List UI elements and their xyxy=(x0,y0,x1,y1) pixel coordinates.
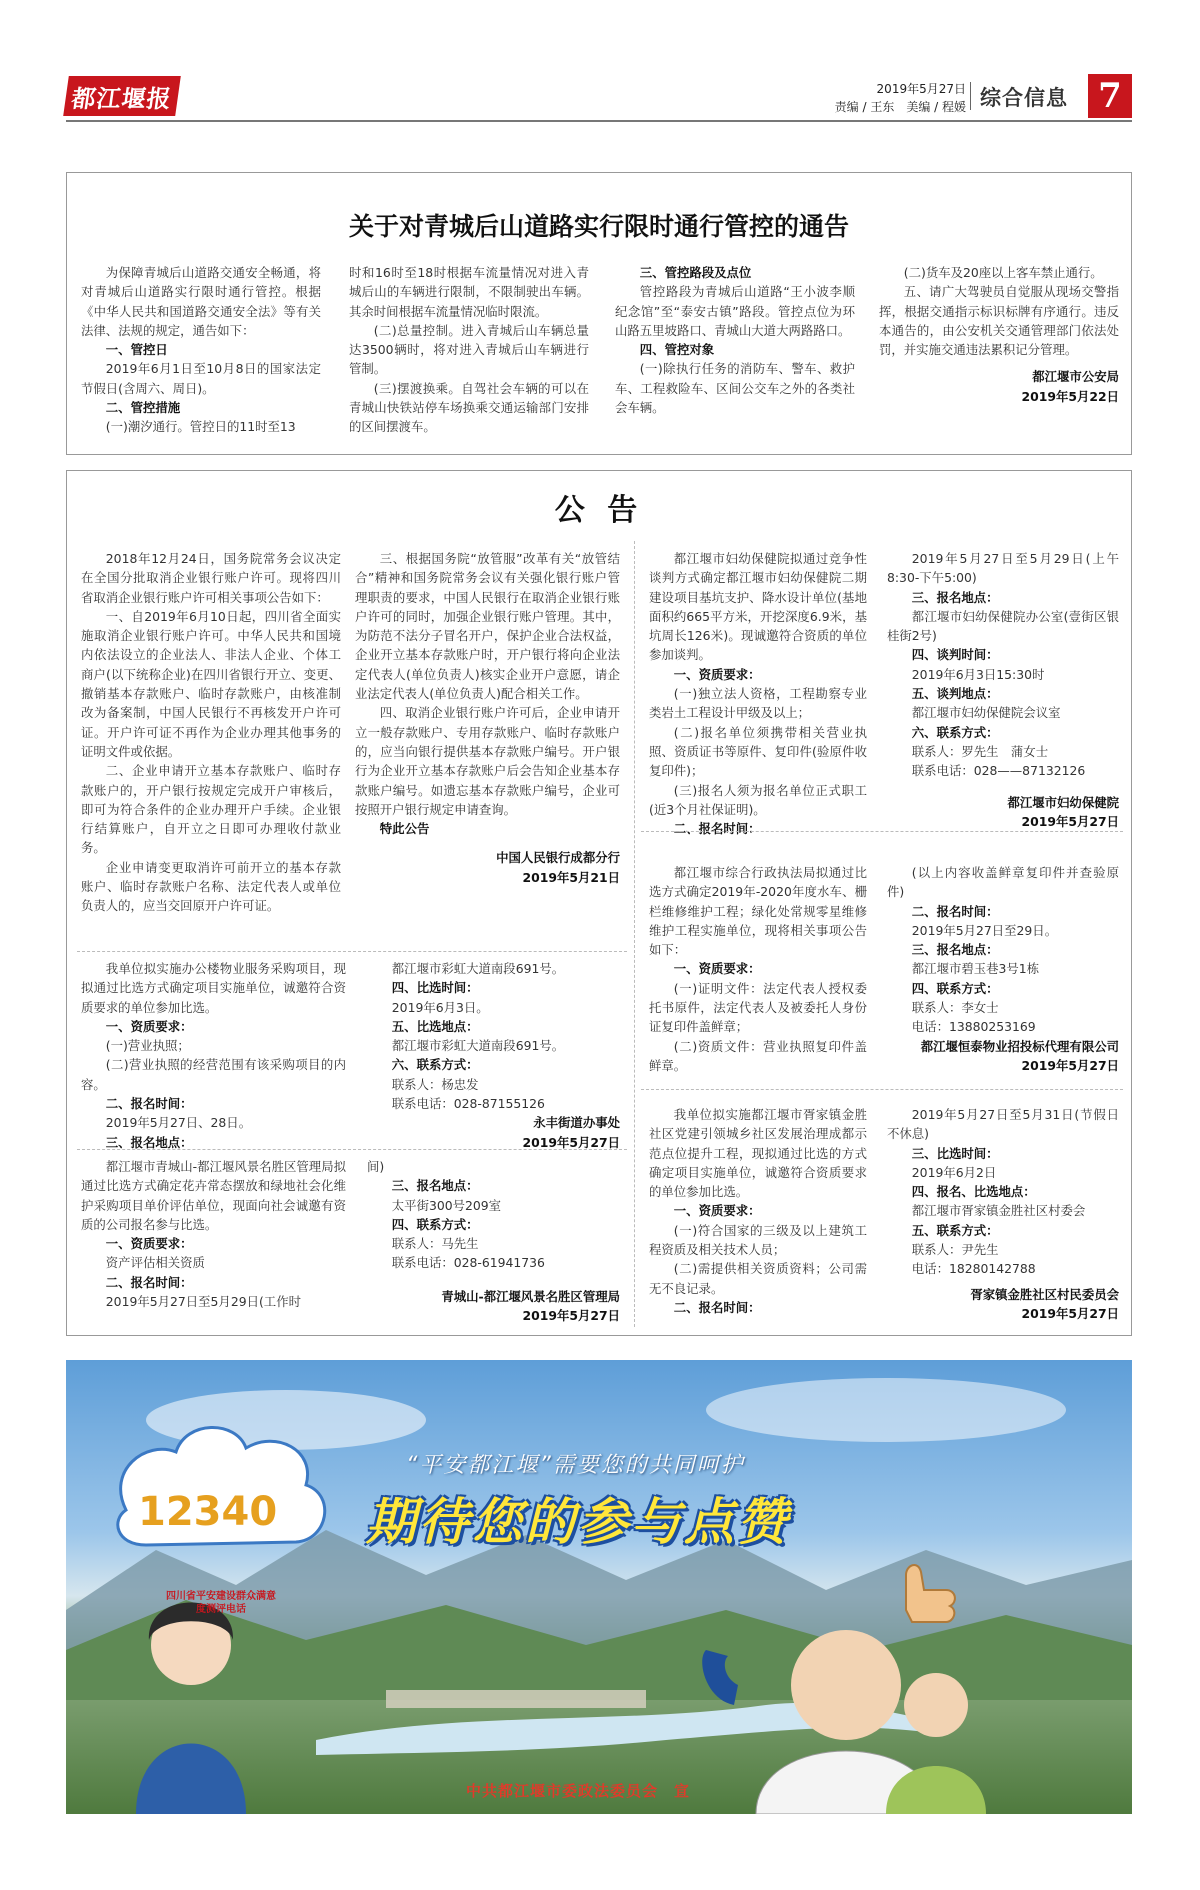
scenic-notice-col-2 xyxy=(367,1157,620,1325)
paragraph: 电话：13880253169 xyxy=(911,1019,1036,1035)
paragraph: 间) xyxy=(367,1159,385,1174)
paragraph: (一)符合国家的三级及以上建筑工程资质及相关技术人员； xyxy=(649,1222,867,1258)
public-safety-banner xyxy=(66,1360,1132,1814)
hotline-caption: 四川省平安建设群众满意度测评电话 xyxy=(166,1591,276,1615)
paragraph: (二)报名单位须携带相关营业执照、资质证书等原件、复印件(验原件收复印件)； xyxy=(649,724,867,779)
section-heading: 六、联系方式： xyxy=(391,1057,479,1073)
paragraph: 联系电话：028-87155126 xyxy=(391,1096,545,1112)
signature-date: 2019年5月27日 xyxy=(1021,1057,1119,1073)
section-heading: 四、比选时间： xyxy=(391,980,479,996)
paragraph: 都江堰市综合行政执法局拟通过比选方式确定2019年-2020年度水车、栅栏维修维护工程；绿化处常规零星维修维护工程实施单位，现将相关事项公告如下： xyxy=(649,865,867,958)
paragraph: (三)报名人须为报名单位正式职工(近3个月社保证明)。 xyxy=(649,782,867,817)
paragraph: 都江堰市彩虹大道南段691号。 xyxy=(391,961,565,976)
paragraph: 2019年5月27日至5月31日(节假日不休息) xyxy=(887,1107,1119,1142)
paragraph: 联系电话：028-61941736 xyxy=(391,1255,545,1271)
signature: 胥家镇金胜社区村民委员会 xyxy=(970,1286,1119,1302)
scenic-notice-col-1 xyxy=(81,1157,346,1311)
paragraph: 都江堰市彩虹大道南段691号。 xyxy=(391,1038,565,1054)
section-heading: 三、管控路段及点位 xyxy=(639,265,752,280)
section-heading: 五、谈判地点： xyxy=(911,686,999,702)
section-heading: 三、报名地点： xyxy=(105,1134,193,1150)
section-title: 综合信息 xyxy=(980,86,1068,110)
signature-date: 2019年5月21日 xyxy=(522,869,620,885)
paragraph: 联系电话：028——87132126 xyxy=(911,763,1086,779)
paragraph: 五、请广大驾驶员自觉服从现场交警指挥，根据交通指示标识标牌有序通行。违反本通告的，由公安机关交通管理部门依法处罚，并实施交通违法累积记分管理。 xyxy=(879,284,1119,358)
traffic-notice-col-3 xyxy=(615,263,855,417)
paragraph: 联系人：尹先生 xyxy=(911,1242,999,1258)
header-divider xyxy=(970,82,971,110)
signature: 都江堰恒泰物业招投标代理有限公司 xyxy=(920,1038,1119,1054)
paragraph: 二、企业申请开立基本存款账户、临时存款账户的，开户银行按规定完成开户审核后，即可为符合条件的企业办理开户手续。企业银行结算账户，自开立之日即可办理收付款业务。 xyxy=(81,763,341,856)
traffic-notice-col-1 xyxy=(81,263,321,437)
traffic-notice-col-2 xyxy=(349,263,589,437)
section-divider xyxy=(641,831,1123,832)
section-heading: 二、报名时间： xyxy=(673,1299,761,1315)
section-heading: 四、谈判时间： xyxy=(911,647,999,663)
banner-slogan: “平安都江堰”需要您的共同呵护 xyxy=(406,1453,745,1478)
paragraph: 时和16时至18时根据车流量情况对进入青城后山的车辆进行限制，不限制驶出车辆。其余时间根据车流量情况临时限流。 xyxy=(349,265,589,319)
paragraph: 2019年6月2日 xyxy=(911,1164,997,1180)
paragraph: 都江堰市妇幼保健院会议室 xyxy=(911,705,1061,721)
column-divider xyxy=(634,541,635,1327)
traffic-notice-title: 关于对青城后山道路实行限时通行管控的通告 xyxy=(348,212,849,241)
paragraph: (一)潮汐通行。管控日的11时至13 xyxy=(105,419,296,435)
paragraph: (以上内容收盖鲜章复印件并查验原件) xyxy=(887,865,1119,900)
banner-sponsor: 中共都江堰市委政法委员会 宣 xyxy=(466,1782,691,1800)
paragraph: 联系人：李女士 xyxy=(911,1000,999,1016)
section-heading: 四、联系方式： xyxy=(911,980,999,996)
paragraph: 2019年5月27日、28日。 xyxy=(105,1115,252,1131)
section-divider xyxy=(641,1089,1123,1090)
paragraph: 2019年5月27日至29日。 xyxy=(911,922,1058,938)
banner-artwork xyxy=(66,1360,1132,1814)
page-number-badge: 7 xyxy=(1088,74,1132,118)
section-heading: 三、比选时间： xyxy=(911,1145,999,1161)
signature-date: 2019年5月27日 xyxy=(1021,813,1119,829)
town-buildings xyxy=(386,1690,646,1708)
paragraph: (二)需提供相关资质资料；公司需无不良记录。 xyxy=(649,1261,867,1296)
maternal-notice-col-1 xyxy=(649,549,867,838)
header-rule xyxy=(66,120,1132,122)
signature: 中国人民银行成都分行 xyxy=(496,850,620,866)
section-heading: 一、资质要求： xyxy=(673,666,761,682)
paragraph: 四、取消企业银行账户许可后，企业申请开立一般存款账户、专用存款账户、临时存款账户的，应当向银行提供基本存款账户编号。开户银行为企业开立基本存款账户后会告知企业基本存款账户编号。如遗忘基本存款账户编号，企业可按照开户银行规定申请查询。 xyxy=(355,705,620,817)
issue-date: 2019年5月27日 xyxy=(876,82,966,96)
section-heading: 二、管控措施 xyxy=(105,400,181,416)
paragraph: (一)证明文件：法定代表人授权委托书原件，法定代表人及被委托人身份证复印件盖鲜章； xyxy=(649,980,867,1035)
paragraph: 2019年6月3日15:30时 xyxy=(911,666,1045,682)
paragraph: (二)资质文件：营业执照复印件盖鲜章。 xyxy=(649,1038,867,1073)
paragraph: 2019年5月27日至5月29日(上午8:30-下午5:00) xyxy=(887,551,1119,586)
paragraph: (二)营业执照的经营范围有该采购项目的内容。 xyxy=(81,1057,346,1092)
paragraph: 都江堰市妇幼保健院办公室(壹街区银桂街2号) xyxy=(887,608,1119,644)
paragraph: (三)摆渡换乘。自驾社会车辆的可以在青城山快铁站停车场换乘交通运输部门安排的区间摆渡车。 xyxy=(349,380,589,435)
xujia-notice-col-1 xyxy=(649,1105,867,1317)
paragraph: 一、自2019年6月10日起，四川省全面实施取消企业银行账户许可。中华人民共和国境内依法设立的企业法人、非法人企业、个体工商户(以下统称企业)在四川省银行开立、变更、撤销基本存款账户、临时存款账户，由核准制改为备案制，中国人民银行不再核发开户许可证。开户许可证不再作为企业办理其他事务的证明文件或依据。 xyxy=(81,608,341,759)
hengtai-notice-col-2 xyxy=(887,863,1119,1075)
paragraph: 2018年12月24日，国务院常务会议决定在全国分批取消企业银行账户许可。现将四川省取消企业银行账户许可相关事项公告如下： xyxy=(81,551,341,605)
section-heading: 二、报名时间： xyxy=(673,821,761,837)
section-heading: 四、联系方式： xyxy=(391,1216,479,1232)
hotline-number-art: 12340 xyxy=(138,1489,278,1535)
paragraph: 联系人：罗先生 蒲女士 xyxy=(911,743,1049,759)
paragraph: (一)营业执照； xyxy=(105,1038,190,1054)
paragraph: 联系人：杨忠发 xyxy=(391,1076,479,1092)
section-heading: 五、联系方式： xyxy=(911,1222,999,1238)
closing-line: 特此公告 xyxy=(379,821,430,837)
paragraph: 都江堰市胥家镇金胜社区村委会 xyxy=(911,1203,1086,1219)
section-heading: 三、报名地点： xyxy=(391,1178,479,1194)
paragraph: (二)货车及20座以上客车禁止通行。 xyxy=(903,265,1103,280)
traffic-notice-col-4 xyxy=(879,263,1119,406)
section-heading: 一、资质要求： xyxy=(673,961,761,977)
signature-date: 2019年5月27日 xyxy=(522,1308,620,1324)
paragraph: 都江堰市青城山-都江堰风景名胜区管理局拟通过比选方式确定花卉常态摆放和绿地社会化维护采购项目单价评估单位，现面向社会诚邀有资质的公司报名参与比选。 xyxy=(81,1159,346,1232)
yongfeng-notice-col-1 xyxy=(81,959,346,1152)
section-heading: 二、报名时间： xyxy=(105,1096,193,1112)
signature-date: 2019年5月27日 xyxy=(1021,1305,1119,1321)
section-heading: 四、报名、比选地点： xyxy=(911,1184,1036,1200)
section-heading: 一、资质要求： xyxy=(673,1203,761,1219)
announcements-title: 公 告 xyxy=(554,493,644,528)
section-heading: 三、报名地点： xyxy=(911,942,999,958)
paragraph: 电话：18280142788 xyxy=(911,1261,1036,1277)
bank-notice-col-2 xyxy=(355,549,620,887)
editors-credit: 责编 / 王东 美编 / 程媛 xyxy=(834,100,966,114)
paragraph: 为保障青城后山道路交通安全畅通，将对青城后山道路实行限时通行管控。根据《中华人民共和国道路交通安全法》等有关法律、法规的规定，通告如下： xyxy=(81,265,321,338)
section-heading: 五、比选地点： xyxy=(391,1018,479,1034)
traffic-notice-box xyxy=(66,172,1132,455)
masthead-logo: 都江堰报 xyxy=(63,76,181,116)
announcements-box xyxy=(66,470,1132,1336)
section-divider xyxy=(77,951,627,952)
paragraph: 我单位拟实施都江堰市胥家镇金胜社区党建引领城乡社区发展治理成都示范点位提升工程，现拟通过比选的方式确定项目实施单位，诚邀符合资质要求的单位参加比选。 xyxy=(649,1107,867,1200)
section-heading: 一、资质要求： xyxy=(105,1236,193,1252)
operator-uniform xyxy=(136,1744,246,1815)
section-heading: 一、资质要求： xyxy=(105,1018,193,1034)
signature: 永丰街道办事处 xyxy=(533,1115,620,1131)
paragraph: (二)总量控制。进入青城后山车辆总量达3500辆时，将对进入青城后山车辆进行管制。 xyxy=(349,322,589,377)
maternal-notice-col-2 xyxy=(887,549,1119,831)
paragraph: 企业申请变更取消许可前开立的基本存款账户、临时存款账户名称、法定代表人或单位负责人的，应当交回原开户许可证。 xyxy=(81,859,341,914)
signature-date: 2019年5月27日 xyxy=(522,1134,620,1150)
paragraph: 三、根据国务院“放管服”改革有关“放管结合”精神和国务院常务会议有关强化银行账户管理职责的要求，中国人民银行在取消企业银行账户许可的同时，加强企业银行账户管理。其中，为防范不法分子冒名开户，保护企业合法权益，企业开立基本存款账户时，开户银行将向企业法定代表人(单位负责人)核实企业开户意愿，请企业法定代表人(单位负责人)配合相关工作。 xyxy=(355,551,620,702)
paragraph: 联系人：马先生 xyxy=(391,1236,479,1252)
signature: 都江堰市公安局 xyxy=(1032,369,1119,385)
grandpa-face xyxy=(791,1630,901,1740)
paragraph: 2019年6月3日。 xyxy=(391,999,489,1015)
section-divider xyxy=(77,1149,627,1150)
paragraph: 都江堰市碧玉巷3号1栋 xyxy=(911,961,1040,977)
paragraph: 我单位拟实施办公楼物业服务采购项目，现拟通过比选方式确定项目实施单位，诚邀符合资质要求的单位参加比选。 xyxy=(81,961,346,1015)
paragraph: 管控路段为青城后山道路“王小波李顺纪念馆”至“泰安古镇”路段。管控点位为环山路五里坡路口、青城山大道大两路路口。 xyxy=(615,284,855,338)
cloud-shape xyxy=(706,1378,1066,1442)
paragraph: 资产评估相关资质 xyxy=(105,1255,205,1271)
section-heading: 二、报名时间： xyxy=(911,903,999,919)
yongfeng-notice-col-2 xyxy=(367,959,620,1152)
paragraph: 太平街300号209室 xyxy=(391,1197,502,1213)
signature-date: 2019年5月22日 xyxy=(1021,388,1119,404)
signature: 青城山-都江堰风景名胜区管理局 xyxy=(441,1288,620,1304)
banner-headline: 期待您的参与点赞 xyxy=(366,1493,790,1551)
paragraph: 2019年6月1日至10月8日的国家法定节假日(含周六、周日)。 xyxy=(81,361,321,396)
hengtai-notice-col-1 xyxy=(649,863,867,1075)
section-heading: 二、报名时间： xyxy=(105,1274,193,1290)
paragraph: 2019年5月27日至5月29日(工作时 xyxy=(105,1294,301,1310)
paragraph: (一)除执行任务的消防车、警车、救护车、工程救险车、区间公交车之外的各类社会车辆。 xyxy=(615,361,855,416)
paragraph: 都江堰市妇幼保健院拟通过竞争性谈判方式确定都江堰市妇幼保健院二期建设项目基坑支护、降水设计单位(基地面积约665平方米，开挖深度6.9米，基坑周长126米)。现诚邀符合资质的单位参加谈判。 xyxy=(649,551,867,663)
section-heading: 三、报名地点： xyxy=(911,589,999,605)
paragraph: (一)独立法人资格，工程勘察专业类岩土工程设计甲级及以上； xyxy=(649,686,867,721)
section-heading: 一、管控日 xyxy=(105,342,168,358)
bank-notice-col-1 xyxy=(81,549,341,916)
section-heading: 四、管控对象 xyxy=(639,342,715,358)
xujia-notice-col-2 xyxy=(887,1105,1119,1323)
section-heading: 六、联系方式： xyxy=(911,724,999,740)
grandma-face xyxy=(904,1673,968,1737)
signature: 都江堰市妇幼保健院 xyxy=(1007,794,1119,810)
